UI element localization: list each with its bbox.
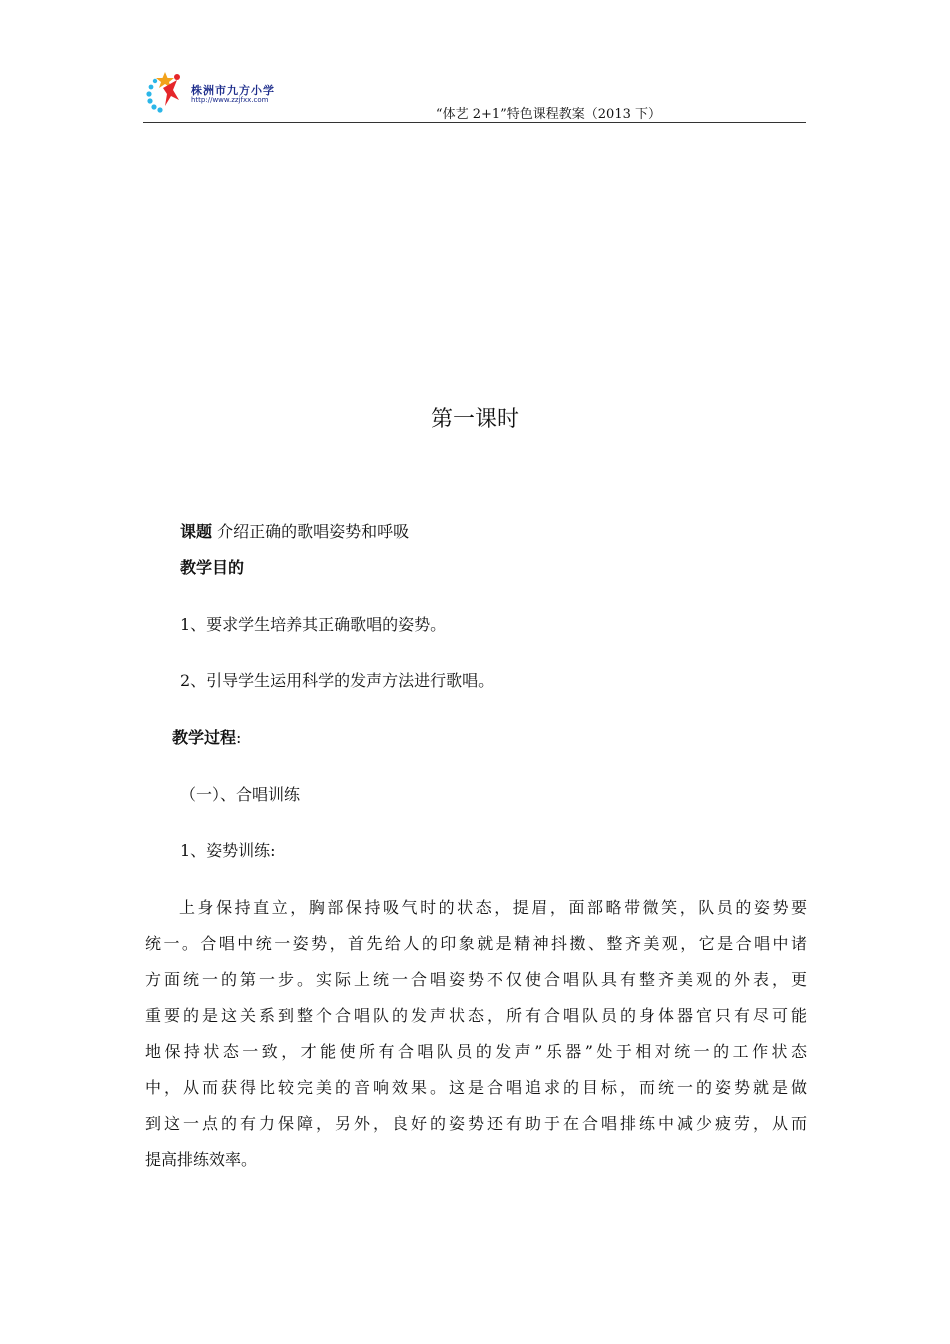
process-heading: 教学过程 (172, 728, 237, 747)
objective-item: 2、引导学生运用科学的发声方法进行歌唱。 (180, 671, 495, 690)
paragraph-line: 地保持状态一致，才能使所有合唱队员的发声”乐器”处于相对统一的工作状态 (145, 1042, 807, 1061)
posture-paragraph (145, 890, 807, 1178)
logo-emblem-icon (143, 66, 191, 116)
school-url: http://www.zzjfxx.com (191, 96, 269, 104)
process-heading-colon: : (236, 728, 242, 747)
paragraph-line: 中，从而获得比较完美的音响效果。这是合唱追求的目标，而统一的姿势就是做 (145, 1078, 807, 1097)
objectives-heading: 教学目的 (180, 558, 245, 577)
topic-text: 介绍正确的歌唱姿势和呼吸 (217, 522, 410, 541)
paragraph-line: 上身保持直立，胸部保持吸气时的状态，提眉，面部略带微笑，队员的姿势要 (179, 898, 807, 917)
paragraph-line: 重要的是这关系到整个合唱队的发声状态，所有合唱队员的身体器官只有尽可能 (145, 1006, 807, 1025)
subsection-heading: 1、姿势训练: (180, 841, 276, 860)
section-heading: （一）、合唱训练 (180, 785, 301, 804)
topic-line (180, 519, 409, 542)
lesson-title: 第一课时 (430, 407, 519, 432)
paragraph-line: 方面统一的第一步。实际上统一合唱姿势不仅使合唱队具有整齐美观的外表，更 (145, 970, 807, 989)
topic-label: 课题 (180, 522, 213, 541)
document-header-title: “体艺 2+1”特色课程教案（2013 下） (435, 107, 661, 122)
paragraph-line: 统一。合唱中统一姿势，首先给人的印象就是精神抖擞、整齐美观，它是合唱中诸 (145, 934, 807, 953)
page-header (143, 66, 806, 123)
school-name: 株洲市九方小学 (191, 84, 275, 97)
paragraph-line: 到这一点的有力保障，另外，良好的姿势还有助于在合唱排练中减少疲劳，从而 (145, 1114, 807, 1133)
objective-item: 1、要求学生培养其正确歌唱的姿势。 (180, 615, 447, 634)
process-heading-line (172, 725, 241, 748)
school-logo (143, 66, 303, 116)
paragraph-line: 提高排练效率。 (145, 1150, 258, 1169)
